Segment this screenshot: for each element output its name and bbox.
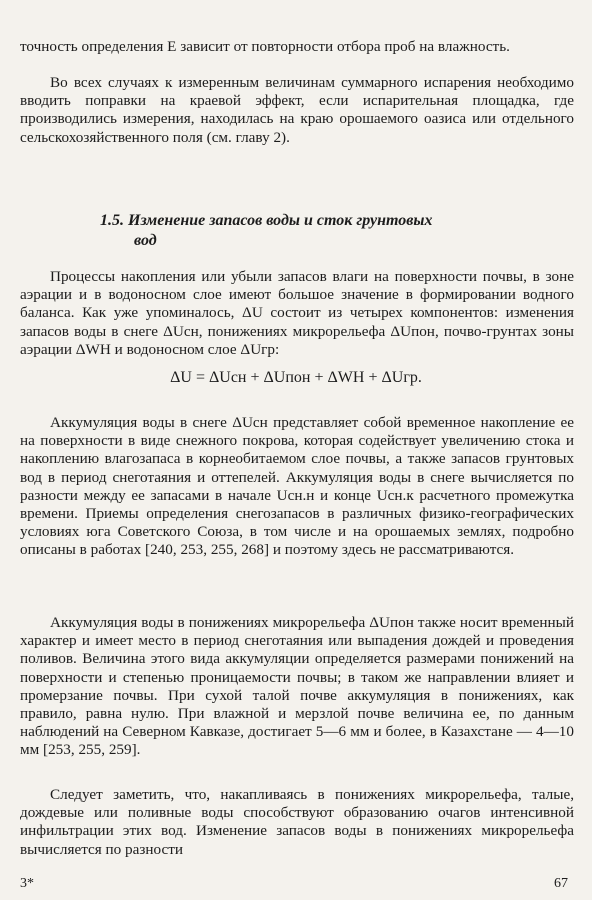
section-heading — [100, 211, 540, 251]
signature-mark: 3* — [20, 876, 34, 891]
paragraph-1: точность определения E зависит от повторности отбора проб на влажность. — [20, 38, 510, 55]
paragraph-3: Процессы накопления или убыли запасов влаги на поверхности почвы, в зоне аэрации и в водоносном слое имеют большое значение в формировании водного баланса. Как уже упоминалось, ΔU состоит из четырех компонентов: изменения запасов воды в снеге ΔUсн, понижениях микрорельефа ΔUпон, почво-грунтах зоны аэрации ΔWH и водоносном слое ΔUгр: — [20, 268, 574, 358]
paragraph-2: Во всех случаях к измеренным величинам суммарного испарения необходимо вводить поправки на краевой эффект, если испарительная площадка, где производились измерения, находилась на краю орошаемого оазиса или отдельного сельскохозяйственного поля (см. главу 2). — [20, 74, 574, 146]
section-number: 1.5. — [100, 212, 124, 229]
formula: ΔU = ΔUсн + ΔUпон + ΔWH + ΔUгр. — [170, 369, 422, 386]
paragraph-6: Следует заметить, что, накапливаясь в понижениях микрорельефа, талые, дождевые или поливные воды способствуют образованию очагов интенсивной инфильтрации этих вод. Изменение запасов воды в понижениях микрорельефа вычисляется по разности — [20, 786, 574, 858]
section-title-line-2: вод — [134, 232, 157, 249]
page-number: 67 — [554, 876, 568, 891]
section-title-line-1: Изменение запасов воды и сток грунтовых — [128, 212, 433, 229]
paragraph-5: Аккумуляция воды в понижениях микрорельефа ΔUпон также носит временный характер и имеет место в период снеготаяния или выпадения дождей и проведения поливов. Величина этого вида аккумуляции определяется размерами понижений на поверхности и степенью проницаемости почвы; в таком же направлении влияет и промерзание почвы. При сухой талой почве аккумуляция в понижениях, как правило, равна нулю. При влажной и мерзлой почве величина ее, по данным наблюдений на Северном Кавказе, достигает 5—6 мм и более, в Казахстане — 4—10 мм [253, 255, 259]. — [20, 614, 574, 759]
paragraph-4: Аккумуляция воды в снеге ΔUсн представляет собой временное накопление ее на поверхности в виде снежного покрова, которая содействует увеличению стока и накоплению влагозапаса в корнеобитаемом слое почвы, а также запасов грунтовых вод в период снеготаяния и оттепелей. Аккумуляция воды в снеге вычисляется по разности между ее запасами в начале Uсн.н и конце Uсн.к расчетного промежутка времени. Приемы определения снегозапасов в различных физико-географических условиях юга Советского Союза, в том числе и на орошаемых землях, подробно описаны в работах [240, 253, 255, 268] и поэтому здесь не рассматриваются. — [20, 414, 574, 559]
